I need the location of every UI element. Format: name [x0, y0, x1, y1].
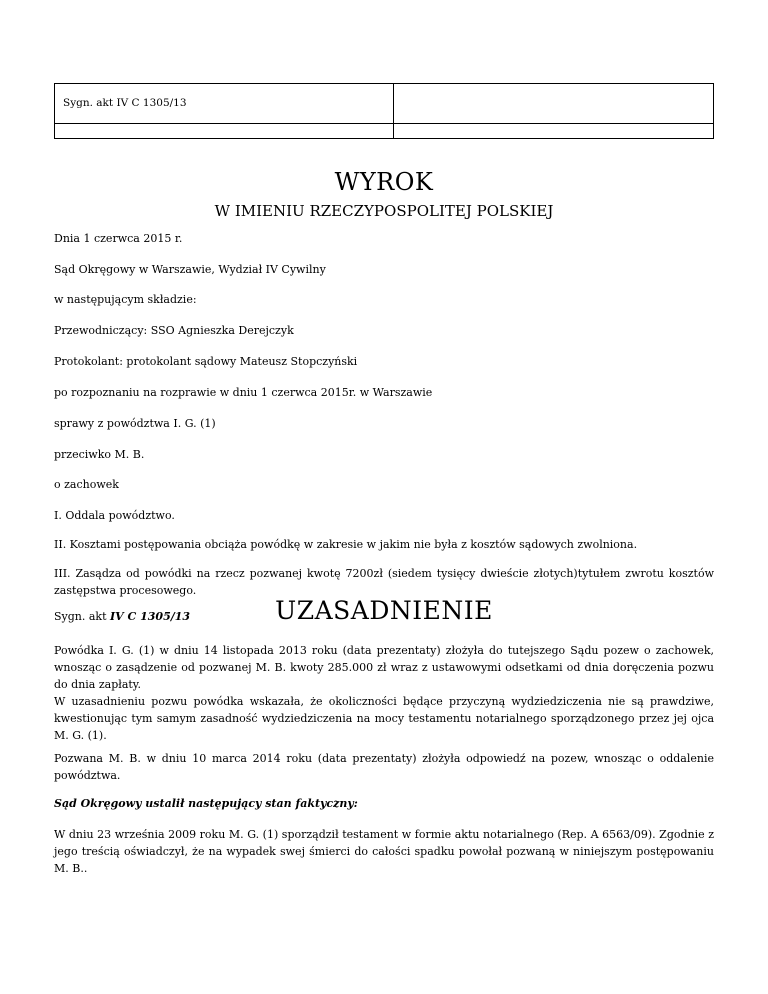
- court-clerk: Protokolant: protokolant sądowy Mateusz Stopczyński: [54, 355, 358, 368]
- justification-paragraph: Powódka I. G. (1) w dniu 14 listopada 2013 roku (data prezentaty) złożyła do tutejszego Sądu pozew o zachowek, wnosząc o zasądzenie od pozwanej M. B. kwoty 285.000 zł wraz z ustawowymi odsetkami od dnia doręczenia pozwu do dnia zapłaty.: [54, 644, 714, 691]
- justification-paragraph: W uzasadnieniu pozwu powódka wskazała, że okoliczności będące przyczyną wydziedziczenia nie są prawdziwe, kwestionując tym samym zasadność wydziedziczenia na mocy testamentu notarialnego sporządzonego przez jej ojca M. G. (1).: [54, 695, 714, 742]
- header-empty-cell: [55, 123, 394, 138]
- composition-intro: w następującym składzie:: [54, 293, 197, 306]
- justification-title: UZASADNIENIE: [275, 596, 493, 625]
- case-signature-cell: [55, 84, 394, 124]
- case-signature: Sygn. akt IV C 1305/13: [63, 97, 187, 110]
- case-plaintiff: sprawy z powództwa I. G. (1): [54, 417, 216, 430]
- date-line: Dnia 1 czerwca 2015 r.: [54, 232, 183, 245]
- header-empty-cell: [394, 84, 714, 124]
- facts-heading: Sąd Okręgowy ustalił następujący stan faktyczny:: [54, 797, 358, 810]
- signature-number: IV C 1305/13: [110, 610, 191, 623]
- hearing-info: po rozpoznaniu na rozprawie w dniu 1 czerwca 2015r. w Warszawie: [54, 386, 433, 399]
- presiding-judge: Przewodniczący: SSO Agnieszka Derejczyk: [54, 324, 294, 337]
- header-empty-cell: [394, 123, 714, 138]
- judgment-title: WYROK: [334, 168, 434, 196]
- signature-prefix: Sygn. akt: [54, 610, 111, 623]
- ruling-item: II. Kosztami postępowania obciąża powódkę w zakresie w jakim nie była z kosztów sądowych zwolniona.: [54, 538, 638, 551]
- case-subject: o zachowek: [54, 478, 119, 491]
- judgment-subtitle: W IMIENIU RZECZYPOSPOLITEJ POLSKIEJ: [214, 202, 554, 220]
- justification-paragraph: Pozwana M. B. w dniu 10 marca 2014 roku (data prezentaty) złożyła odpowiedź na pozew, wnosząc o oddalenie powództwa.: [54, 752, 714, 782]
- case-defendant: przeciwko M. B.: [54, 448, 145, 461]
- header-table: [54, 83, 714, 139]
- facts-paragraph: W dniu 23 września 2009 roku M. G. (1) sporządził testament w formie aktu notarialnego (Rep. A 6563/09). Zgodnie z jego treścią oświadczył, że na wypadek swej śmierci do całości spadku powołał pozwaną w niniejszym postępowaniu M. B..: [54, 828, 714, 875]
- ruling-item: III. Zasądza od powódki na rzecz pozwanej kwotę 7200zł (siedem tysięcy dwieście złotych)tytułem zwrotu kosztów zastępstwa procesowego.: [54, 567, 714, 597]
- ruling-item: I. Oddala powództwo.: [54, 509, 175, 522]
- court-name: Sąd Okręgowy w Warszawie, Wydział IV Cywilny: [54, 263, 326, 276]
